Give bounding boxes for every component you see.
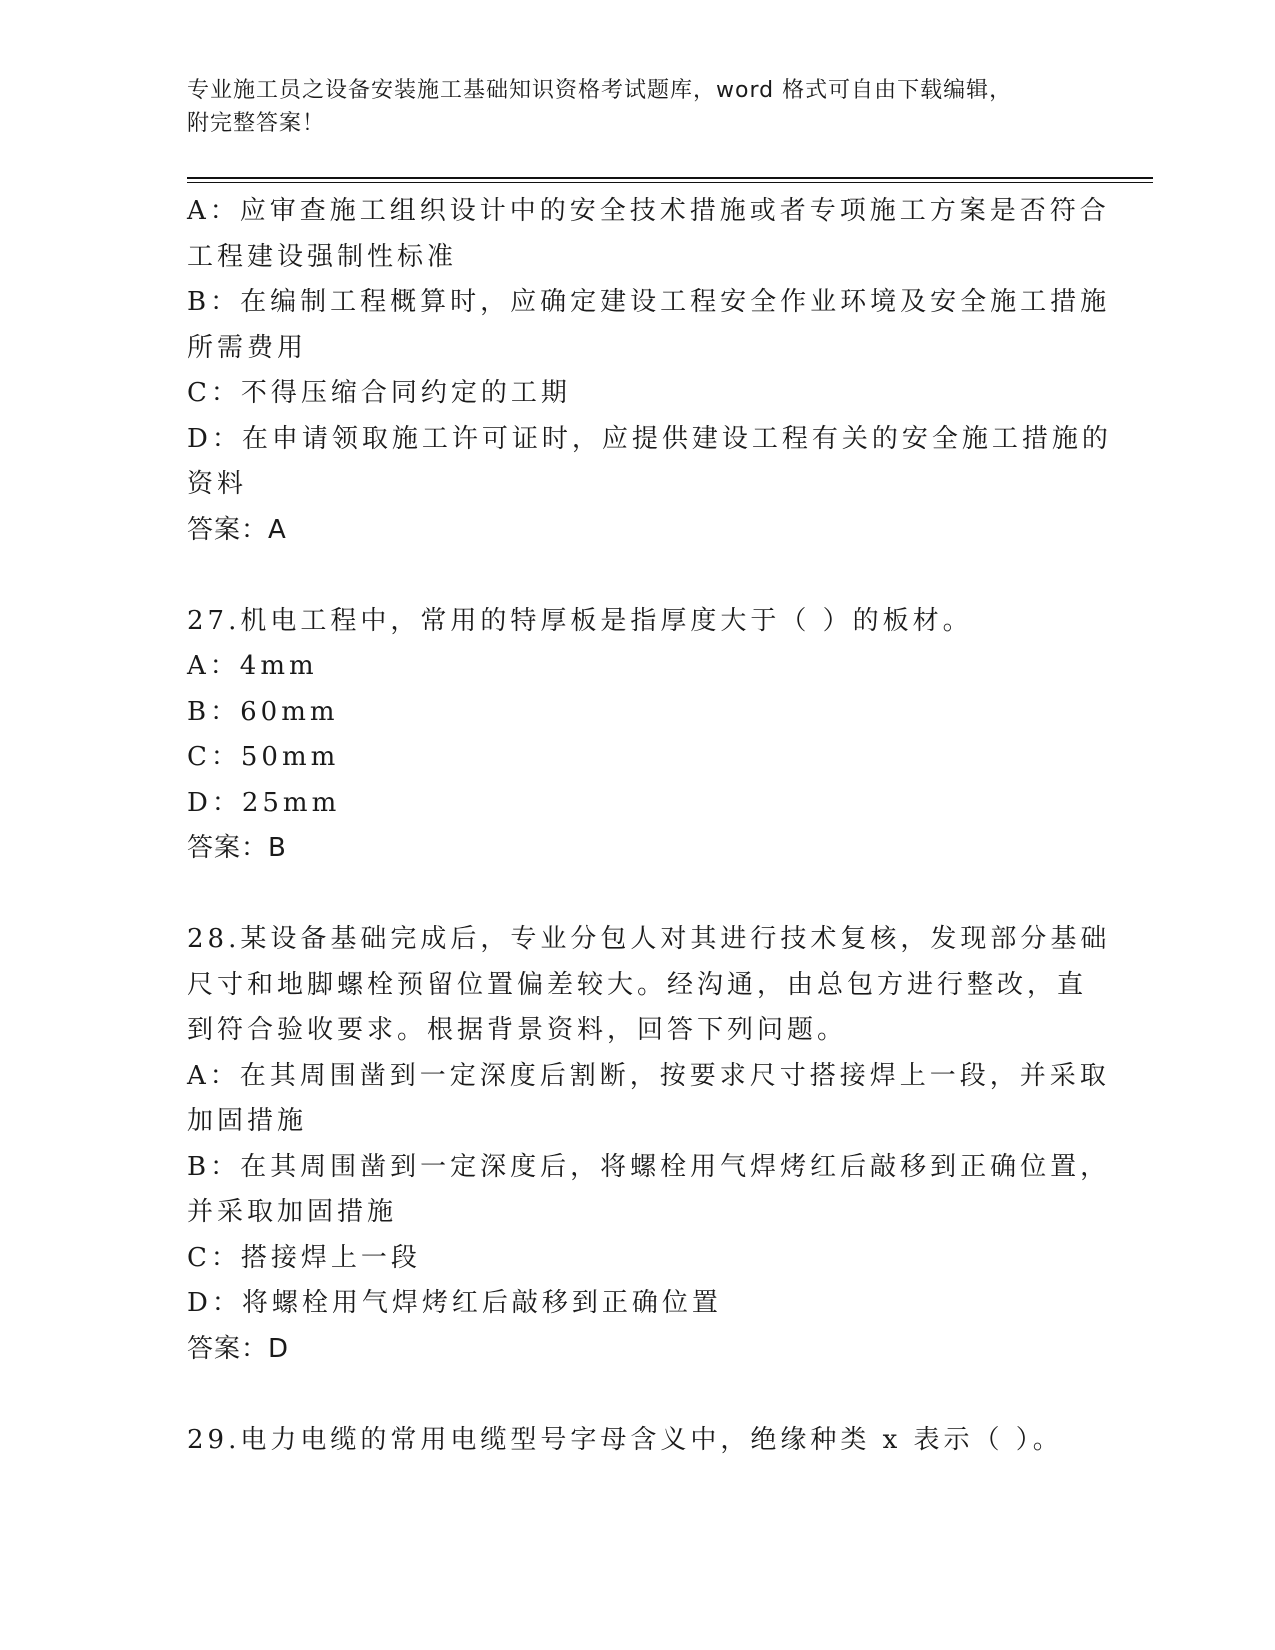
option-b-line-2: 所需费用 [187,332,308,363]
option-a-line-1: A：在其周围凿到一定深度后割断，按要求尺寸搭接焊上一段，并采取 [187,1060,1110,1091]
question-27 [187,599,1087,872]
option-b-line-1: B：在其周围凿到一定深度后，将螺栓用气焊烤红后敲移到正确位置， [187,1151,1111,1182]
question-28-line-3: 到符合验收要求。根据背景资料，回答下列问题。 [187,1015,848,1045]
spacer [187,553,1087,599]
question-28-line-2: 尺寸和地脚螺栓预留位置偏差较大。经沟通，由总包方进行整改，直 [187,969,1088,1000]
header-divider-thick [187,177,1153,179]
question-content [187,189,1112,1463]
spacer [187,1372,1087,1418]
spacer [187,872,1087,918]
option-b-line-2: 并采取加固措施 [187,1197,398,1227]
question-28-line-1: 28.某设备基础完成后，专业分包人对其进行技术复核，发现部分基础 [187,924,1111,954]
option-d: D：将螺栓用气焊烤红后敲移到正确位置 [187,1288,722,1318]
header-line-1: 专业施工员之设备安装施工基础知识资格考试题库，word 格式可自由下载编辑， [187,78,1013,103]
option-c: C：50mm [187,742,340,772]
option-b: B：60mm [187,696,339,727]
option-a-line-2: 加固措施 [187,1106,308,1136]
option-a: A：4mm [187,651,318,681]
option-c: C：搭接焊上一段 [187,1242,421,1273]
option-a-line-1: A：应审查施工组织设计中的安全技术措施或者专项施工方案是否符合 [187,196,1110,226]
answer-26: 答案：A [187,514,287,545]
question-28 [187,917,1111,1372]
option-c: C：不得压缩合同约定的工期 [187,378,571,408]
option-a-line-2: 工程建设强制性标准 [187,241,458,272]
header-line-2: 附完整答案！ [187,111,326,136]
question-27-text: 27.机电工程中，常用的特厚板是指厚度大于（ ）的板材。 [187,605,973,636]
option-d: D：25mm [187,787,341,818]
question-29-text: 29.电力电缆的常用电缆型号字母含义中，绝缘种类 x 表示（ ）。 [187,1424,1063,1455]
question-29 [187,1418,1087,1464]
header-divider-thin [187,182,1153,183]
question-26-options [187,189,1112,553]
option-b-line-1: B：在编制工程概算时，应确定建设工程安全作业环境及安全施工措施 [187,287,1111,317]
answer-27: 答案：B [187,833,287,863]
option-d-line-1: D：在申请领取施工许可证时，应提供建设工程有关的安全施工措施的 [187,423,1112,454]
answer-28: 答案：D [187,1333,290,1364]
option-d-line-2: 资料 [187,469,248,499]
document-header [187,74,1067,140]
